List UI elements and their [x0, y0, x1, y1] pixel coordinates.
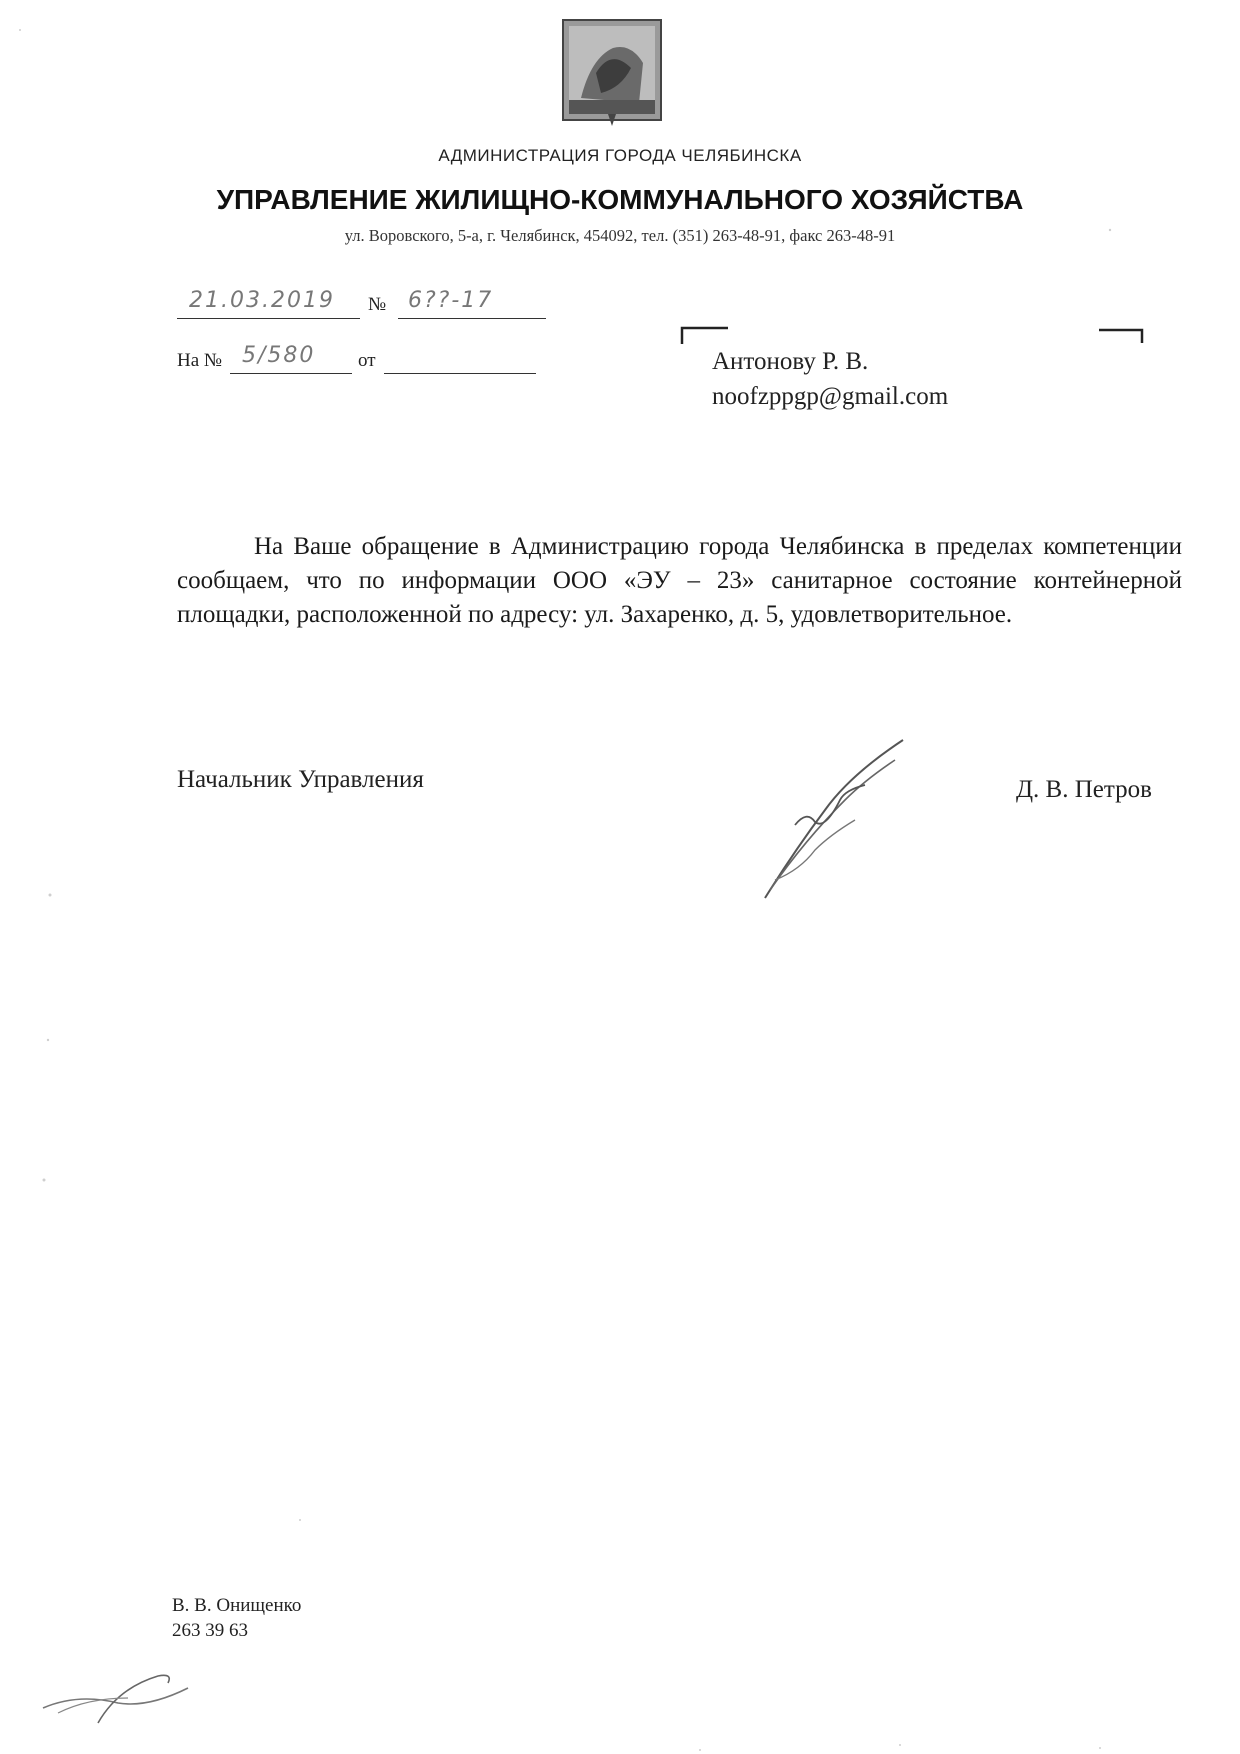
outgoing-date: 21.03.2019 — [189, 288, 335, 313]
outgoing-date-line — [177, 290, 360, 319]
letter-body — [177, 530, 1182, 632]
reply-number-line — [230, 343, 352, 374]
department-address: ул. Воровского, 5-а, г. Челябинск, 454092, тел. (351) 263-48-91, факс 263-48-91 — [344, 226, 896, 245]
recipient-block — [712, 344, 948, 414]
department-title: УПРАВЛЕНИЕ ЖИЛИЩНО-КОММУНАЛЬНОГО ХОЗЯЙСТВА — [216, 184, 1024, 215]
reply-date-label: от — [358, 350, 376, 371]
coat-of-arms-emblem — [561, 18, 663, 128]
signatory-title: Начальник Управления — [177, 766, 424, 793]
outgoing-number-line — [398, 290, 546, 319]
outgoing-number: 6??-17 — [408, 288, 494, 313]
executor-phone: 263 39 63 — [172, 1620, 248, 1641]
recipient-bracket-left — [680, 324, 730, 346]
signatory-name: Д. В. Петров — [1016, 776, 1152, 803]
handwritten-signature — [755, 730, 915, 910]
executor-name: В. В. Онищенко — [172, 1595, 302, 1616]
reply-number-label: На № — [177, 350, 223, 371]
reply-number: 5/580 — [242, 343, 316, 368]
reply-date-line — [384, 346, 536, 374]
administration-title: АДМИНИСТРАЦИЯ ГОРОДА ЧЕЛЯБИНСКА — [438, 146, 802, 165]
recipient-name: Антонову Р. В. — [712, 348, 869, 375]
outgoing-number-label: № — [368, 294, 387, 315]
bottom-scribble — [38, 1668, 198, 1728]
executor-block — [172, 1593, 301, 1643]
recipient-email: noofzppgp@gmail.com — [712, 383, 949, 410]
letter-paragraph: На Ваше обращение в Администрацию города Челябинска в пределах компетенции сообщаем, что по информации ООО «ЭУ – 23» санитарное состояние контейнерной площадки, расположенной по адресу: ул. Захаренко, д. 5, удовлетворительное. — [177, 533, 1182, 628]
recipient-bracket-right — [1097, 325, 1147, 347]
